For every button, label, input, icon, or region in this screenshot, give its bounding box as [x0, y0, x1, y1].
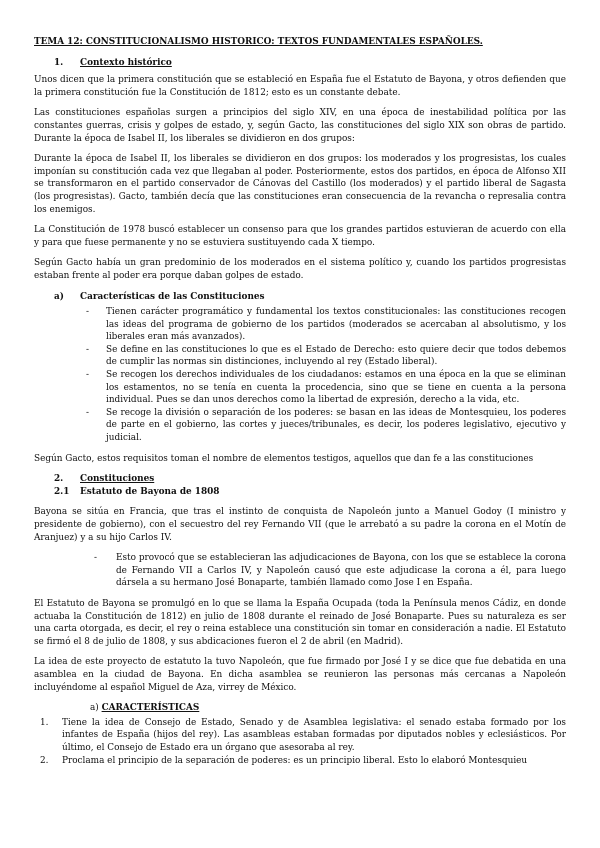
subsection-label: CARACTERÍSTICAS — [101, 703, 200, 714]
dash-bullet: - — [86, 407, 89, 418]
paragraph: El Estatuto de Bayona se promulgó en lo que se llama la España Ocupada (toda la Península menos Cádiz, en donde actuaba la Constitución de 1812) en julio de 1808 durante el reinado de José Bonaparte. Pues su naturaleza es ser una carta otorgada, es decir, el rey o reina establece una constitución sin tomar en consideración a nadie. El Estatuto se firmó el 8 de julio de 1808, y sus abdicaciones fueron el 2 de abril (en Madrid). — [34, 598, 566, 647]
subsection-heading-caracteristicas — [54, 291, 566, 304]
list-item — [40, 755, 566, 768]
subsection-number: a) — [54, 291, 64, 302]
section-heading-contexto — [54, 57, 566, 70]
list-item-text: Tiene la idea de Consejo de Estado, Senado y de Asamblea legislativa: el senado estaba formado por los infantes de España (hijos del rey). Las asambleas estaban formadas por diputados nobles y eclesiásticos. Por último, el Consejo de Estado era un órgano que asesoraba al rey. — [62, 717, 566, 753]
subsection-number: 2.1 — [54, 486, 70, 497]
list-item — [84, 306, 566, 344]
paragraph: La Constitución de 1978 buscó establecer un consenso para que los grandes partidos estuvieran de acuerdo con ella y para que fuese permanente y no se estuviera sustituyendo cada X tiempo. — [34, 225, 566, 248]
section-label: Contexto histórico — [80, 57, 172, 68]
list-item-text: Proclama el principio de la separación de poderes: es un principio liberal. Esto lo elaboró Montesquieu — [62, 755, 528, 766]
bayona-bullet-list — [34, 552, 566, 590]
list-item — [40, 717, 566, 755]
dash-bullet: - — [86, 344, 89, 355]
dash-bullet: - — [94, 553, 97, 564]
list-item — [84, 407, 566, 445]
characteristics-list — [34, 306, 566, 445]
dash-bullet: - — [86, 370, 89, 381]
list-item — [84, 369, 566, 407]
list-item-text: Se recoge la división o separación de los poderes: se basan en las ideas de Montesquieu, los poderes de parte en el gobierno, las cortes y jueces/tribunales, es decir, los poderes legislativo, ejecutivo y judicial. — [106, 407, 566, 444]
section-label: Constituciones — [80, 474, 155, 485]
section-number: 2. — [54, 474, 64, 485]
dash-bullet: - — [86, 307, 89, 318]
subsection-number: a) — [90, 703, 99, 714]
list-item-text: Se define en las constituciones lo que es el Estado de Derecho: esto quiere decir que todos debemos de cumplir las normas sin distinciones, incluyendo al rey (Estado liberal). — [106, 344, 566, 368]
list-number: 1. — [40, 717, 49, 728]
list-item — [84, 344, 566, 369]
subsection-label: Estatuto de Bayona de 1808 — [80, 486, 220, 497]
document-title: TEMA 12: CONSTITUCIONALISMO HISTORICO: TEXTOS FUNDAMENTALES ESPAÑOLES. — [34, 37, 483, 47]
list-item-text: Se recogen los derechos individuales de los ciudadanos: estamos en una época en la que se eliminan los estamentos, no se tenía en cuenta la procedencia, sino que se tiene en cuenta a la persona individual. Pues se dan unos derechos como la libertad de expresión, derecho a la vida, etc. — [106, 370, 566, 406]
paragraph: Bayona se sitúa en Francia, que tras el instinto de conquista de Napoleón junto a Manuel Godoy (I ministro y presidente de gobierno), con el secuestro del rey Fernando VII (que le arrebató a su padre la corona en el Motín de Aranjuez) y a su hijo Carlos IV. — [34, 507, 566, 543]
subsection-label: Características de las Constituciones — [80, 291, 265, 302]
paragraph: Según Gacto, estos requisitos toman el nombre de elementos testigos, aquellos que dan fe a las constituciones — [34, 453, 534, 464]
caracteristicas-list — [34, 717, 566, 767]
section-number: 1. — [54, 57, 64, 68]
list-item — [94, 552, 566, 590]
subsection-heading-bayona — [54, 486, 566, 499]
list-item-text: Tienen carácter programático y fundamental los textos constitucionales: las constituciones recogen las ideas del programa de gobierno de los partidos (moderados se acercaban al absolutismo, y los liberales eran más avanzados). — [106, 307, 566, 343]
list-number: 2. — [40, 755, 49, 766]
paragraph: La idea de este proyecto de estatuto la tuvo Napoleón, que fue firmado por José I y se dice que fue debatida en una asamblea en la ciudad de Bayona. En dicha asamblea se reunieron las personas más cercanas a Napoleón incluyéndome al español Miguel de Aza, virrey de México. — [34, 657, 566, 693]
paragraph: Unos dicen que la primera constitución que se estableció en España fue el Estatuto de Bayona, y otros defienden que la primera constitución fue la Constitución de 1812; esto es un constante debate. — [34, 75, 566, 98]
paragraph: Durante la época de Isabel II, los liberales se dividieron en dos grupos: los moderados y los progresistas, los cuales imponían su constitución cada vez que llegaban al poder. Posteriormente, estos dos partidos, en época de Alfonso XII se transformaron en el partido conservador de Cánovas del Castillo (los moderados) y el partido liberal de Sagasta (los progresistas). Gacto, también decía que las constituciones eran consecuencia de la revancha o represalia contra los enemigos. — [34, 154, 566, 215]
caracteristicas-heading — [90, 702, 566, 715]
list-item-text: Esto provocó que se establecieran las adjudicaciones de Bayona, con los que se establece la corona de Fernando VII a Carlos IV, y Napoleón causó que este adjudicase la corona a él, para luego dársela a su hermano José Bonaparte, también llamado como Jose I en España. — [116, 553, 566, 589]
document-body — [34, 36, 566, 767]
paragraph: Las constituciones españolas surgen a principios del siglo XIV, en una época de inestabilidad política por las constantes guerras, crisis y golpes de estado, y, según Gacto, las constituciones del siglo XIX son obras de partido. Durante la época de Isabel II, los liberales se dividieron en dos grupos: — [34, 108, 566, 144]
section-heading-constituciones — [54, 473, 566, 486]
paragraph: Según Gacto había un gran predominio de los moderados en el sistema político y, cuando los partidos progresistas estaban frente al poder era porque daban golpes de estado. — [34, 258, 566, 281]
